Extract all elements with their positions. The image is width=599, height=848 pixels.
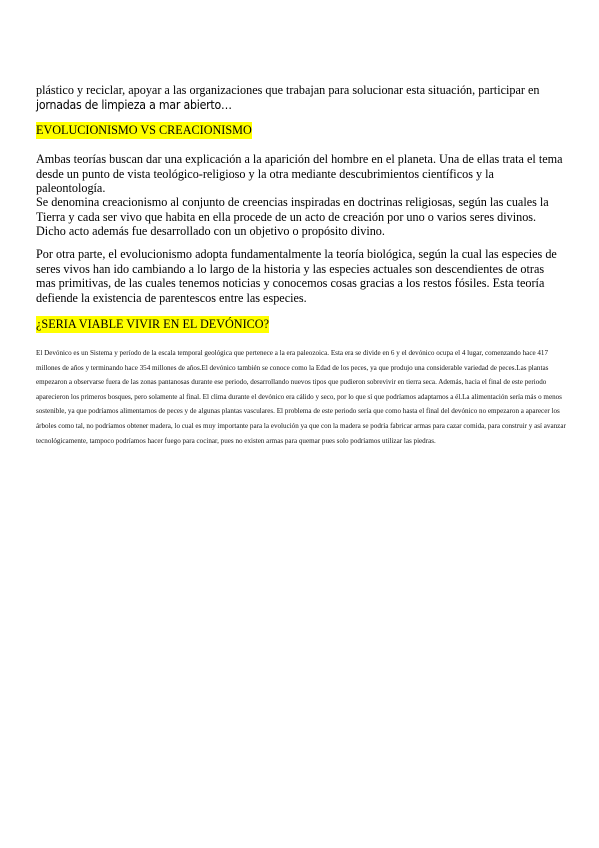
- intro-line-1: plástico y reciclar, apoyar a las organizaciones que trabajan para solucionar esta situación, participar en: [36, 83, 540, 97]
- highlighted-heading-text: EVOLUCIONISMO VS CREACIONISMO: [36, 123, 252, 137]
- highlighted-heading-text: ¿SERIA VIABLE VIVIR EN EL DEVÓNICO?: [36, 317, 270, 331]
- paragraph-creacionismo: Se denomina creacionismo al conjunto de creencias inspiradas en doctrinas religiosas, según las cuales la Tierra y cada ser vivo que habita en ella procede de un acto de creación por uno o varios seres divinos. Dicho acto además fue desarrollado con un objetivo o propósito divino.: [36, 195, 549, 238]
- paragraph-ambas-teorias: Ambas teorías buscan dar una explicación a la aparición del hombre en el planeta. Una de ellas trata el tema desde un punto de vista teológico-religioso y la otra mediante descubrimientos científicos y la paleontología.: [36, 152, 563, 195]
- paragraph-evolucionismo: Por otra parte, el evolucionismo adopta fundamentalmente la teoría biológica, según la cual las especies de seres vivos han ido cambiando a lo largo de la historia y las especies actuales son descendientes de otras mas primitivas, de las cuales tenemos noticias y conocemos cosas gracias a los restos fósiles. Esta teoría defiende la existencia de parentescos entre las especies.: [36, 247, 557, 305]
- section-heading-devonico: [36, 317, 269, 332]
- intro-paragraph: [36, 83, 564, 112]
- section-heading-evolucionismo: [36, 123, 252, 138]
- intro-line-2: jornadas de limpieza a mar abierto…: [36, 97, 232, 112]
- paragraph-devonico: El Devónico es un Sistema y período de la escala temporal geológica que pertenece a la era paleozoica. Esta era se divide en 6 y el devónico ocupa el 4 lugar, comenzando hace 417 millones de años y terminando hace 354 millones de años.El devónico también se conoce como la Edad de los peces, ya que produjo una considerable variedad de peces.Las plantas empezaron a observarse fuera de las zonas pantanosas durante ese periodo, desarrollando nuevos tipos que pudieron sobrevivir en tierra seca. Además, hacia el final de este periodo aparecieron los primeros bosques, pero solamente al final. El clima durante el devónico era cálido y seco, por lo que sí que podríamos adaptarnos a él.La alimentación sería más o menos sostenible, ya que podríamos alimentarnos de peces y de algunas plantas vasculares. El problema de este periodo sería que como hasta el final del devónico no empezaron a aparecer los árboles como tal, no podríamos obtener madera, lo cual es muy importante para la evolución ya que con la madera se podría fabricar armas para cazar comida, para construir y así avanzar tecnológicamente, tampoco podríamos hacer fuego para cocinar, pues no existen armas para quemar pues solo podríamos utilizar las piedras.: [36, 349, 566, 445]
